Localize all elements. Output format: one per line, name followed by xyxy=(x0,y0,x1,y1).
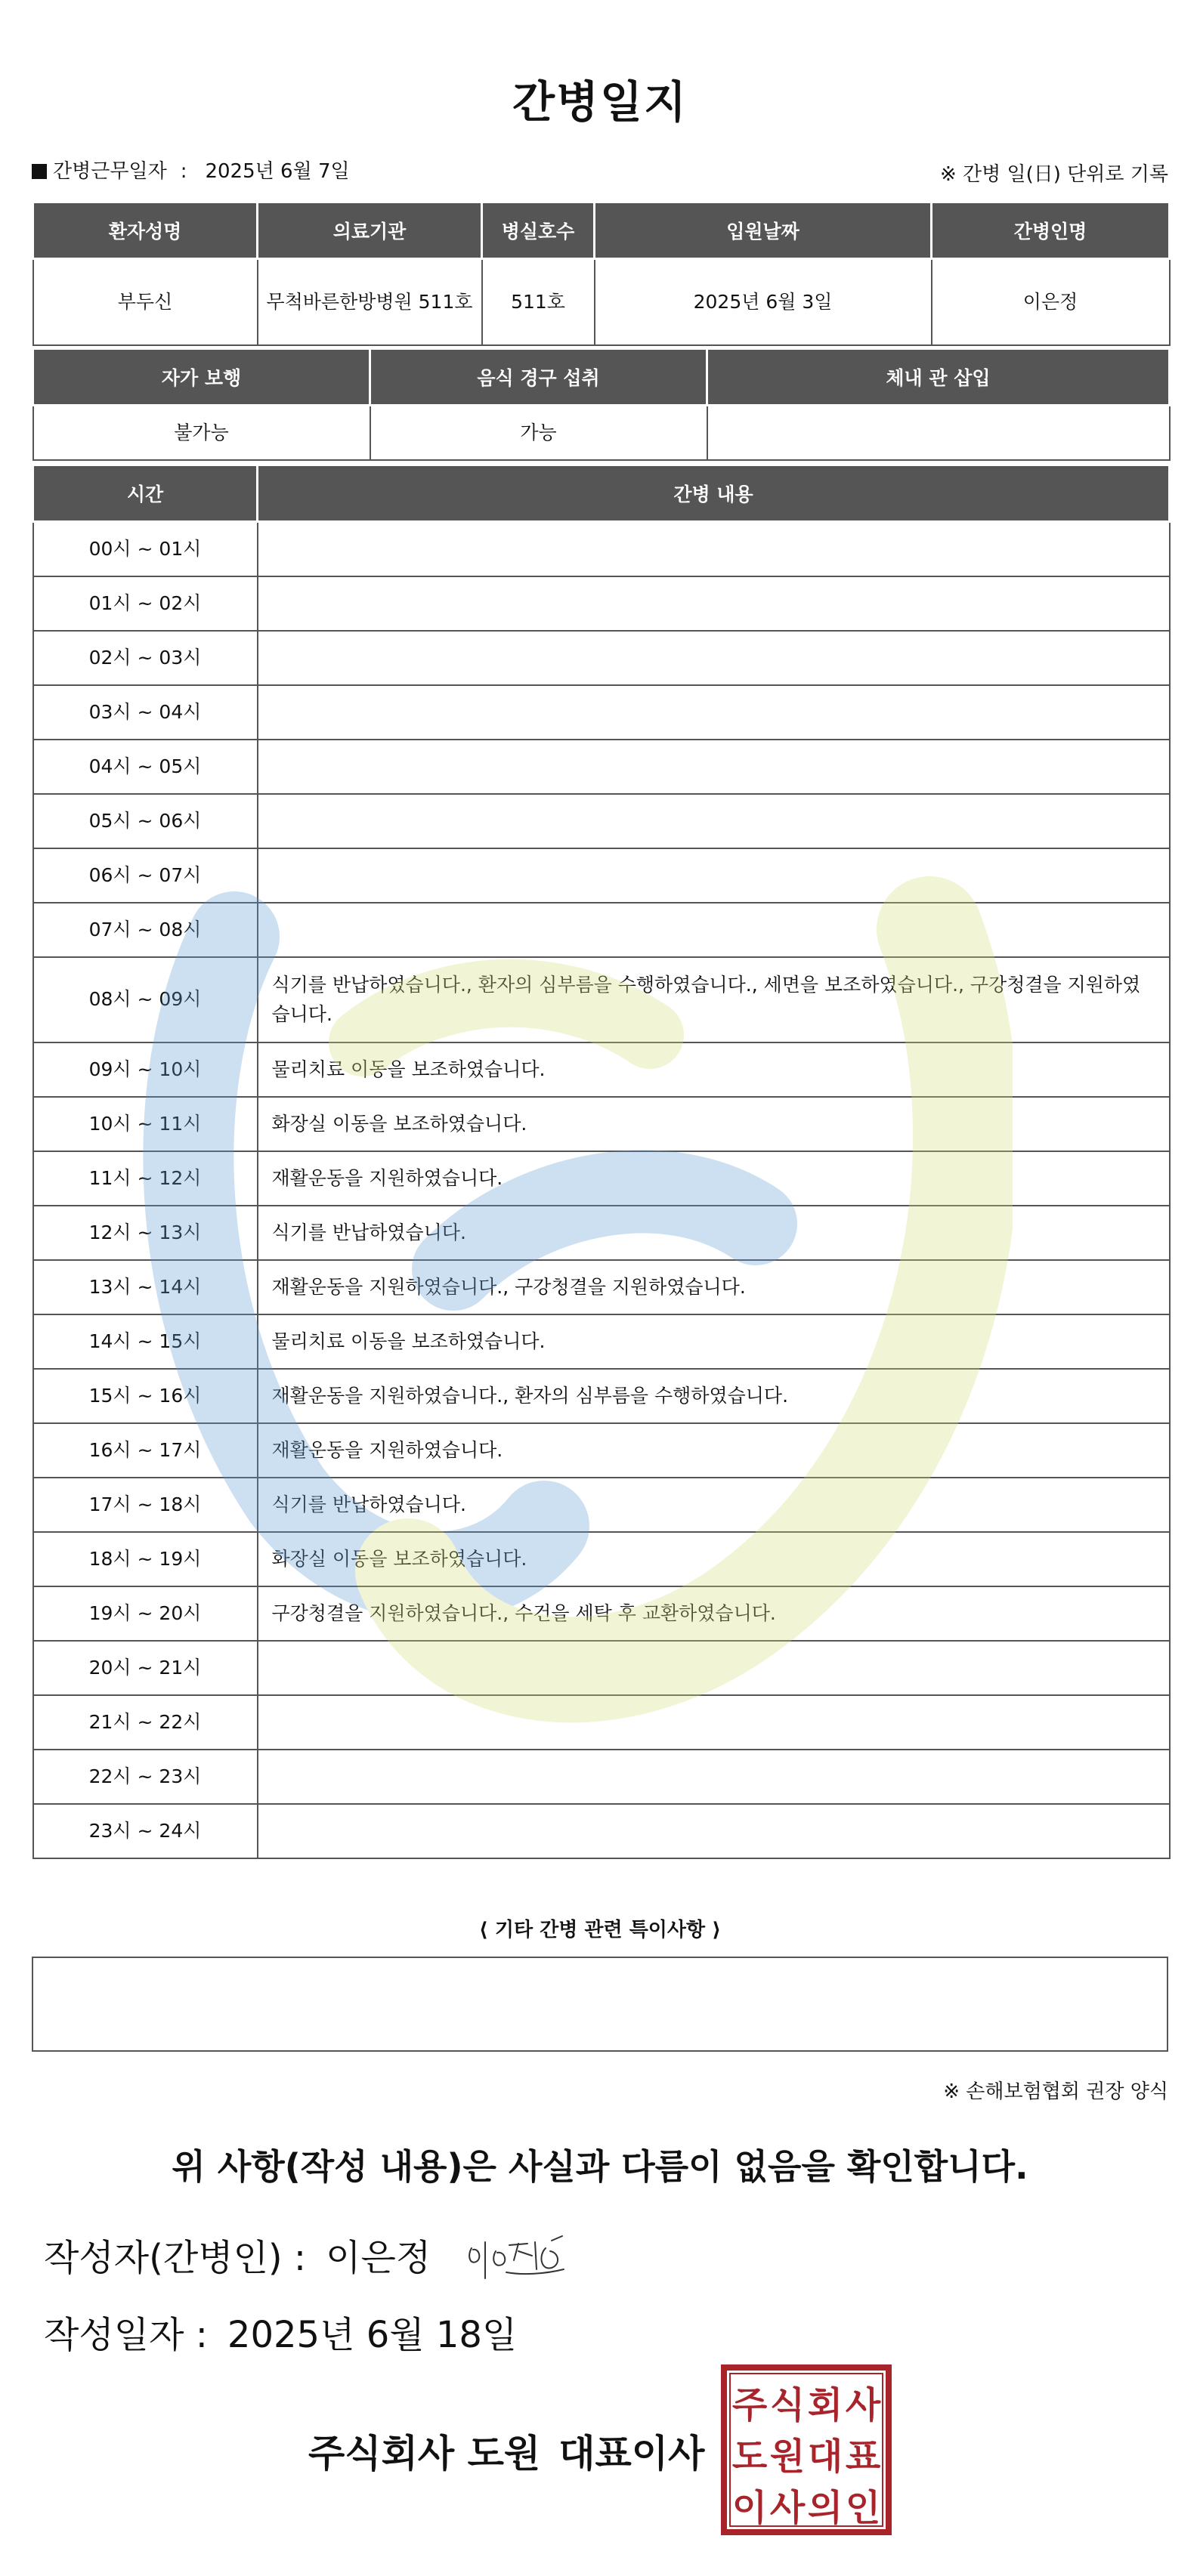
table-row xyxy=(33,1478,1170,1532)
company-seal-icon xyxy=(721,2364,892,2535)
special-notes-box xyxy=(32,1957,1168,2052)
seal-char: 식 xyxy=(769,2384,806,2426)
handwritten-signature xyxy=(462,2225,568,2286)
special-notes-title: ⟨ 기타 간병 관련 특이사항 ⟩ xyxy=(478,1919,722,1941)
content-cell: 식기를 반납하였습니다. xyxy=(258,1206,1170,1260)
content-cell: 식기를 반납하였습니다., 환자의 심부름을 수행하였습니다., 세면을 보조하였습니다., 구강청결을 지원하였습니다. xyxy=(258,957,1170,1042)
table-row xyxy=(33,1532,1170,1586)
patient-status-table xyxy=(32,347,1171,461)
table-row xyxy=(33,1206,1170,1260)
seal-char: 회 xyxy=(807,2384,843,2426)
seal-char: 표 xyxy=(845,2435,881,2478)
time-cell: 20시 ~ 21시 xyxy=(33,1641,258,1695)
work-date-colon: : xyxy=(180,160,187,183)
table-row xyxy=(33,1695,1170,1750)
form-source-note: ※ 손해보험협회 권장 양식 xyxy=(943,2080,1168,2103)
work-date-label: 간병근무일자 xyxy=(53,160,167,183)
content-cell xyxy=(258,522,1170,577)
content-cell xyxy=(258,685,1170,740)
seal-char: 인 xyxy=(845,2487,881,2529)
header-time: 시간 xyxy=(33,465,258,522)
time-cell: 13시 ~ 14시 xyxy=(33,1260,258,1314)
table-row xyxy=(33,685,1170,740)
patient-info-header-row xyxy=(33,202,1170,259)
header-hospital: 의료기관 xyxy=(258,202,482,259)
time-cell: 19시 ~ 20시 xyxy=(33,1586,258,1641)
header-patient-name: 환자성명 xyxy=(33,202,258,259)
patient-status-header-row xyxy=(33,349,1170,406)
time-cell: 00시 ~ 01시 xyxy=(33,522,258,577)
time-cell: 03시 ~ 04시 xyxy=(33,685,258,740)
company-line xyxy=(308,2423,704,2478)
time-cell: 08시 ~ 09시 xyxy=(33,957,258,1042)
seal-char: 이 xyxy=(731,2487,768,2529)
table-row xyxy=(33,1042,1170,1097)
ceo-title: 대표이사 xyxy=(558,2432,705,2476)
content-cell: 화장실 이동을 보조하였습니다. xyxy=(258,1097,1170,1151)
content-cell: 화장실 이동을 보조하였습니다. xyxy=(258,1532,1170,1586)
content-cell xyxy=(258,848,1170,903)
content-cell xyxy=(258,1695,1170,1750)
seal-char: 의 xyxy=(807,2487,843,2529)
table-row xyxy=(33,957,1170,1042)
table-row xyxy=(33,1750,1170,1804)
time-cell: 16시 ~ 17시 xyxy=(33,1423,258,1478)
table-row xyxy=(33,1097,1170,1151)
patient-info-table xyxy=(32,201,1171,346)
table-row xyxy=(33,1260,1170,1314)
table-row xyxy=(33,1369,1170,1423)
content-cell xyxy=(258,794,1170,848)
patient-status-value-row xyxy=(33,406,1170,461)
patient-info-value-row xyxy=(33,259,1170,346)
table-row xyxy=(33,631,1170,685)
table-row xyxy=(33,1423,1170,1478)
self-walking-value: 불가능 xyxy=(33,406,370,461)
writer-label: 작성자(간병인) : xyxy=(44,2237,307,2279)
table-row xyxy=(33,1314,1170,1369)
patient-name: 부두신 xyxy=(33,259,258,346)
time-cell: 10시 ~ 11시 xyxy=(33,1097,258,1151)
time-cell: 22시 ~ 23시 xyxy=(33,1750,258,1804)
care-log-header-row xyxy=(33,465,1170,522)
time-cell: 15시 ~ 16시 xyxy=(33,1369,258,1423)
written-date-line xyxy=(44,2306,517,2358)
time-cell: 04시 ~ 05시 xyxy=(33,740,258,794)
content-cell xyxy=(258,903,1170,957)
header-oral-intake: 음식 경구 섭취 xyxy=(370,349,707,406)
content-cell xyxy=(258,631,1170,685)
time-cell: 02시 ~ 03시 xyxy=(33,631,258,685)
time-cell: 17시 ~ 18시 xyxy=(33,1478,258,1532)
table-row xyxy=(33,794,1170,848)
content-cell xyxy=(258,576,1170,631)
table-row xyxy=(33,848,1170,903)
time-cell: 06시 ~ 07시 xyxy=(33,848,258,903)
content-cell: 재활운동을 지원하였습니다., 구강청결을 지원하였습니다. xyxy=(258,1260,1170,1314)
time-cell: 18시 ~ 19시 xyxy=(33,1532,258,1586)
table-row xyxy=(33,1151,1170,1206)
content-cell xyxy=(258,1641,1170,1695)
content-cell: 재활운동을 지원하였습니다., 환자의 심부름을 수행하였습니다. xyxy=(258,1369,1170,1423)
caregiver-name: 이은정 xyxy=(932,259,1170,346)
seal-char: 도 xyxy=(731,2435,768,2478)
room-number: 511호 xyxy=(482,259,595,346)
seal-char: 사 xyxy=(845,2384,881,2426)
special-notes-content xyxy=(33,1958,1167,1988)
care-log-table xyxy=(32,464,1171,1859)
table-row xyxy=(33,903,1170,957)
confirmation-statement: 위 사항(작성 내용)은 사실과 다름이 없음을 확인합니다. xyxy=(172,2146,1028,2187)
table-row xyxy=(33,1641,1170,1695)
content-cell: 물리치료 이동을 보조하였습니다. xyxy=(258,1042,1170,1097)
writer-line xyxy=(44,2229,431,2281)
seal-char: 사 xyxy=(769,2487,806,2529)
table-row xyxy=(33,522,1170,577)
content-cell xyxy=(258,1804,1170,1858)
time-cell: 05시 ~ 06시 xyxy=(33,794,258,848)
written-date-label: 작성일자 : xyxy=(44,2314,208,2356)
tube-insertion-value xyxy=(707,406,1170,461)
written-date-value: 2025년 6월 18일 xyxy=(227,2314,518,2356)
time-cell: 07시 ~ 08시 xyxy=(33,903,258,957)
seal-char: 대 xyxy=(807,2435,843,2478)
content-cell: 재활운동을 지원하였습니다. xyxy=(258,1151,1170,1206)
header-caregiver-name: 간병인명 xyxy=(932,202,1170,259)
content-cell: 구강청결을 지원하였습니다., 수건을 세탁 후 교환하였습니다. xyxy=(258,1586,1170,1641)
time-cell: 21시 ~ 22시 xyxy=(33,1695,258,1750)
time-cell: 11시 ~ 12시 xyxy=(33,1151,258,1206)
content-cell xyxy=(258,740,1170,794)
table-row xyxy=(33,1804,1170,1858)
oral-intake-value: 가능 xyxy=(370,406,707,461)
time-cell: 23시 ~ 24시 xyxy=(33,1804,258,1858)
header-self-walking: 자가 보행 xyxy=(33,349,370,406)
table-row xyxy=(33,740,1170,794)
time-cell: 01시 ~ 02시 xyxy=(33,576,258,631)
admission-date: 2025년 6월 3일 xyxy=(595,259,932,346)
hospital-name: 무척바른한방병원 511호 xyxy=(258,259,482,346)
time-cell: 14시 ~ 15시 xyxy=(33,1314,258,1369)
header-tube-insertion: 체내 관 삽입 xyxy=(707,349,1170,406)
table-row xyxy=(33,1586,1170,1641)
header-care-content: 간병 내용 xyxy=(258,465,1170,522)
content-cell xyxy=(258,1750,1170,1804)
seal-char: 주 xyxy=(731,2384,768,2426)
writer-name: 이은정 xyxy=(326,2237,431,2279)
work-date-line xyxy=(32,156,350,184)
header-room-number: 병실호수 xyxy=(482,202,595,259)
page-title: 간병일지 xyxy=(512,76,688,128)
square-bullet-icon xyxy=(32,164,47,179)
work-date-value: 2025년 6월 7일 xyxy=(205,160,350,183)
time-cell: 12시 ~ 13시 xyxy=(33,1206,258,1260)
content-cell: 식기를 반납하였습니다. xyxy=(258,1478,1170,1532)
company-name: 주식회사 도원 xyxy=(308,2432,541,2476)
unit-note: ※ 간병 일(日) 단위로 기록 xyxy=(939,163,1168,186)
table-row xyxy=(33,576,1170,631)
content-cell: 재활운동을 지원하였습니다. xyxy=(258,1423,1170,1478)
time-cell: 09시 ~ 10시 xyxy=(33,1042,258,1097)
content-cell: 물리치료 이동을 보조하였습니다. xyxy=(258,1314,1170,1369)
header-admission-date: 입원날짜 xyxy=(595,202,932,259)
seal-char: 원 xyxy=(769,2435,806,2478)
